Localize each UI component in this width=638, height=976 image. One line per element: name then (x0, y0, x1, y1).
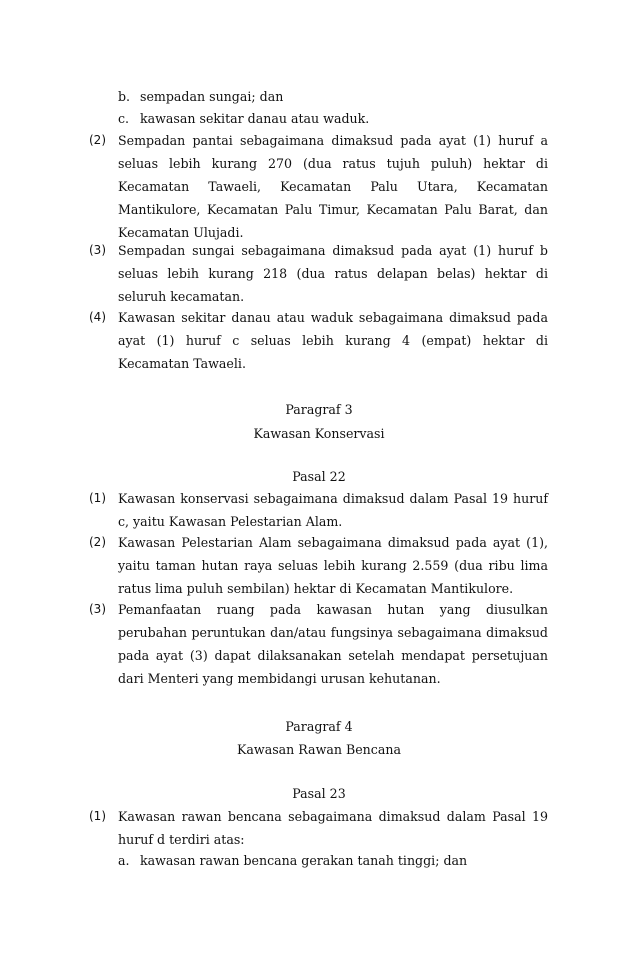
list-text: kawasan rawan bencana gerakan tanah tinggi; dan (140, 853, 468, 868)
ayat-number: (3) (89, 243, 106, 257)
ayat-text: Pemanfaatan ruang pada kawasan hutan yang diusulkan perubahan peruntukan dan/atau fungsinya sebagaimana dimaksud pada ayat (3) dapat dilaksanakan setelah mendapat persetujuan dari Menteri yang membidangi urusan kehutanan. (118, 602, 548, 686)
ayat-number: (3) (89, 602, 106, 616)
ayat-number: (1) (89, 491, 106, 505)
ayat-number: (2) (89, 535, 106, 549)
pasal-23-list-item-a (118, 850, 548, 873)
list-letter: a. (118, 853, 130, 868)
ayat-number: (2) (89, 133, 106, 147)
ayat-text: Kawasan konservasi sebagaimana dimaksud dalam Pasal 19 huruf c, yaitu Kawasan Pelestarian Alam. (118, 491, 548, 529)
list-text: kawasan sekitar danau atau waduk. (140, 111, 370, 126)
pasal-22-ayat-2 (89, 531, 548, 600)
pasal-22-ayat-3 (89, 598, 548, 690)
list-letter: c. (118, 111, 130, 126)
ayat-4 (89, 306, 548, 375)
ayat-text: Sempadan sungai sebagaimana dimaksud pada ayat (1) huruf b seluas lebih kurang 218 (dua ratus delapan belas) hektar di seluruh kecamatan. (118, 243, 548, 304)
ayat-text: Kawasan sekitar danau atau waduk sebagaimana dimaksud pada ayat (1) huruf c seluas lebih kurang 4 (empat) hektar di Kecamatan Tawaeli. (118, 310, 548, 371)
ayat-3 (89, 239, 548, 308)
pasal-23-title: Pasal 23 (292, 786, 346, 801)
list-item-b (118, 86, 548, 109)
paragraf-3-title: Paragraf 3 (285, 402, 353, 417)
pasal-22-ayat-1 (89, 487, 548, 533)
ayat-text: Sempadan pantai sebagaimana dimaksud pada ayat (1) huruf a seluas lebih kurang 270 (dua ratus tujuh puluh) hektar di Kecamatan Tawaeli, Kecamatan Palu Utara, Kecamatan Mantikulore, Kecamatan Palu Timur, Kecamatan Palu Barat, dan Kecamatan Ulujadi. (118, 133, 548, 240)
ayat-text: Kawasan rawan bencana sebagaimana dimaksud dalam Pasal 19 huruf d terdiri atas: (118, 809, 548, 847)
ayat-number: (1) (89, 809, 106, 823)
ayat-number: (4) (89, 310, 106, 324)
paragraf-3-subtitle: Kawasan Konservasi (253, 426, 385, 441)
paragraf-4-subtitle: Kawasan Rawan Bencana (237, 742, 401, 757)
paragraf-4-title: Paragraf 4 (285, 719, 353, 734)
list-letter: b. (118, 89, 131, 104)
pasal-22-title: Pasal 22 (292, 469, 346, 484)
ayat-2 (89, 129, 548, 244)
list-item-c (118, 108, 548, 131)
list-text: sempadan sungai; dan (140, 89, 284, 104)
ayat-text: Kawasan Pelestarian Alam sebagaimana dimaksud pada ayat (1), yaitu taman hutan raya seluas lebih kurang 2.559 (dua ribu lima ratus lima puluh sembilan) hektar di Kecamatan Mantikulore. (118, 535, 548, 596)
pasal-23-ayat-1 (89, 805, 548, 851)
